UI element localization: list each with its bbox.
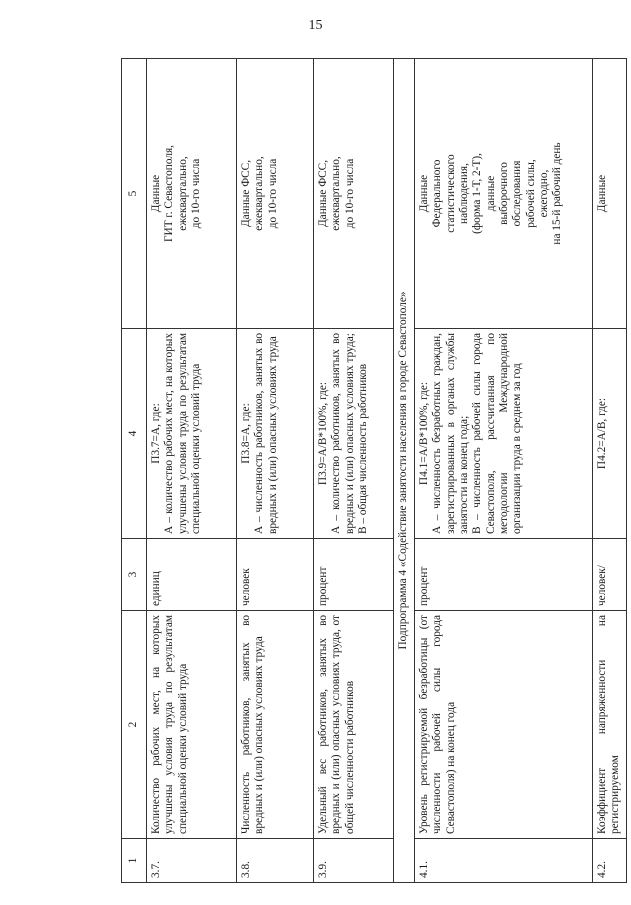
source-line: Федерального xyxy=(431,159,444,228)
formula-text: П4.2=А/В, где: xyxy=(596,397,608,470)
header-cell: 1 xyxy=(122,839,147,883)
row-number: 3.7. xyxy=(147,839,237,883)
source-line: наблюдения, xyxy=(457,163,470,224)
table-row xyxy=(415,59,593,883)
row-number: 3.8. xyxy=(237,839,314,883)
table-row xyxy=(593,59,627,883)
indicator-name: Коэффициент напряженности на регистрируемом xyxy=(593,611,627,839)
table-row xyxy=(147,59,237,883)
source-line: Данные ФСС, xyxy=(240,159,252,228)
header-cell: 4 xyxy=(122,329,147,539)
source-line: рабочей силы, xyxy=(524,159,537,228)
data-source xyxy=(237,59,314,329)
calculation-formula xyxy=(237,329,314,539)
source-line: Данные ФСС, xyxy=(317,159,329,228)
unit-of-measure: человек xyxy=(237,539,314,611)
header-cell: 3 xyxy=(122,539,147,611)
source-line: (форма 1-Т, 2-Т), xyxy=(471,153,484,234)
header-cell: 5 xyxy=(122,59,147,329)
calculation-formula xyxy=(147,329,237,539)
formula-text: П3.8=А, где: xyxy=(240,403,252,464)
data-source xyxy=(415,59,593,329)
source-line: статистического xyxy=(444,154,457,233)
data-source xyxy=(314,59,394,329)
subprogram-title: Подпрограмма 4 «Содействие занятости населения в городе Севастополе» xyxy=(394,59,415,883)
source-line: ежеквартально, xyxy=(330,156,343,231)
formula-legend: А – количество работников, занятых во вредных и (или) опасных условиях труда; xyxy=(330,333,356,534)
formula-legend: В – общая численность работников xyxy=(356,363,369,534)
source-line: ежегодно, xyxy=(537,169,550,218)
unit-of-measure: единиц xyxy=(147,539,237,611)
indicator-name: Удельный вес работников, занятых во вредных и (или) опасных условиях труда, от общей численности работников xyxy=(314,611,394,839)
source-line: ежеквартально, xyxy=(176,156,189,231)
source-line: обследования xyxy=(511,160,524,227)
subprogram-row xyxy=(394,59,415,883)
source-line: данные xyxy=(484,175,497,212)
row-number: 4.2. xyxy=(593,839,627,883)
indicator-name: Количество рабочих мест, на которых улучшены условия труда по результатам специальной оценки условий труда xyxy=(147,611,237,839)
unit-of-measure: процент xyxy=(314,539,394,611)
table-row xyxy=(314,59,394,883)
formula-text: П3.9=А/В*100%, где: xyxy=(317,381,329,486)
table-header-row xyxy=(122,59,147,883)
source-line: до 10-го числа xyxy=(266,158,279,229)
source-line: Данные xyxy=(418,174,430,213)
calculation-formula xyxy=(415,329,593,539)
source-line: до 10-го числа xyxy=(189,158,202,229)
source-line: ГИТ г. Севастополя, xyxy=(163,145,176,242)
source-line: Данные xyxy=(150,174,162,213)
header-cell: 2 xyxy=(122,611,147,839)
indicator-name: Уровень регистрируемой безработицы (от численности рабочей силы города Севастополя) на конец года xyxy=(415,611,593,839)
indicators-table xyxy=(121,58,627,883)
source-line: Данные xyxy=(596,174,608,213)
page-number: 15 xyxy=(308,18,323,33)
calculation-formula xyxy=(593,329,627,539)
formula-text: П4.1=А/В*100%, где: xyxy=(418,381,430,486)
row-number: 4.1. xyxy=(415,839,593,883)
source-line: ежеквартально, xyxy=(253,156,266,231)
row-number: 3.9. xyxy=(314,839,394,883)
source-line: на 15-й рабочий день xyxy=(551,142,564,245)
formula-legend: В – численность рабочей силы города Севастополя, рассчитанная по методологии Международной организации труда в среднем за год xyxy=(471,333,524,534)
formula-legend: А – количество рабочих мест, на которых улучшены условия труда по результатам специальной оценки условий труда xyxy=(163,333,202,534)
source-line: до 10-го числа xyxy=(343,158,356,229)
table-row xyxy=(237,59,314,883)
formula-legend: А – численность безработных граждан, зарегистрированных в органах службы занятости на конец года; xyxy=(431,333,470,534)
calculation-formula xyxy=(314,329,394,539)
unit-of-measure: человек/ xyxy=(593,539,627,611)
source-line: выборочного xyxy=(497,162,510,225)
data-source xyxy=(147,59,237,329)
data-source xyxy=(593,59,627,329)
unit-of-measure: процент xyxy=(415,539,593,611)
formula-text: П3.7=А, где: xyxy=(150,403,162,464)
indicator-name: Численность работников, занятых во вредных и (или) опасных условиях труда xyxy=(237,611,314,839)
rotated-table-container xyxy=(121,59,622,883)
formula-legend: А – численность работников, занятых во вредных и (или) опасных условиях труда xyxy=(253,333,279,534)
